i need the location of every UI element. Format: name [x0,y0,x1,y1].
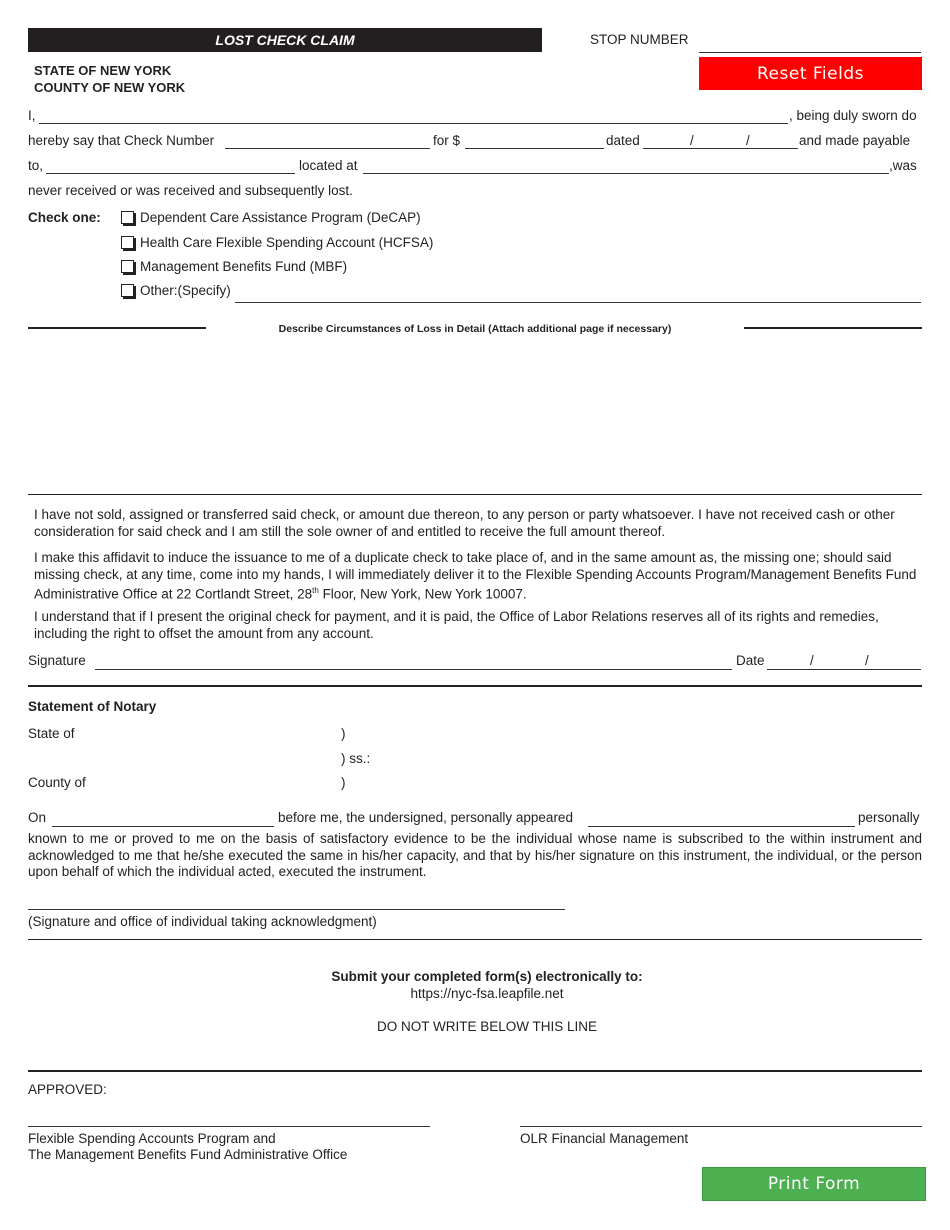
option-other: Other:(Specify) [140,283,231,298]
notary-signature-field[interactable] [28,909,565,910]
hereby-text: hereby say that Check Number [28,133,215,148]
affidavit-paragraph-1: I have not sold, assigned or transferred said check, or amount due thereon, to any person or party whatsoever. I have not received cash or other consideration for said check and I am still the sole owner of and entitled to receive the full amount thereof. [34,507,895,539]
checkbox-decap[interactable] [121,211,134,224]
approval-right-line[interactable] [520,1126,922,1127]
divider-right [744,327,922,329]
to-label: to, [28,158,44,173]
payee-field[interactable] [46,173,295,174]
reset-fields-button[interactable]: Reset Fields [699,57,922,90]
before-me-text: before me, the undersigned, personally appeared [278,810,573,825]
notary-ss: ) ss.: [341,751,371,766]
option-mbf: Management Benefits Fund (MBF) [140,259,348,274]
dated-field[interactable] [643,148,798,149]
date-slash-2: / [746,133,750,148]
for-label: for $ [433,133,461,148]
never-received-text: never received or was received and subsequently lost. [28,183,353,198]
approval-left-line2: The Management Benefits Fund Administrative Office [28,1147,348,1162]
date-slash-1: / [690,133,694,148]
checkbox-mbf[interactable] [121,260,134,273]
county-heading: COUNTY OF NEW YORK [34,80,186,95]
signature-field[interactable] [95,669,732,670]
circumstances-textarea[interactable] [28,334,922,492]
notary-sig-caption: (Signature and office of individual taking acknowledgment) [28,914,377,929]
approval-left-line[interactable] [28,1126,430,1127]
option-decap: Dependent Care Assistance Program (DeCAP) [140,210,421,225]
payable-text: and made payable [799,133,911,148]
print-form-button[interactable]: Print Form [702,1167,926,1201]
submit-heading: Submit your completed form(s) electronically to: [331,969,643,984]
submit-divider [28,939,922,940]
i-label: I, [28,108,36,123]
state-heading: STATE OF NEW YORK [34,63,172,78]
stop-number-label: STOP NUMBER [590,32,689,47]
circumstances-label: Describe Circumstances of Loss in Detail (Attach additional page if necessary) [278,323,672,335]
sworn-text: , being duly sworn do [789,108,917,123]
on-label: On [28,810,47,825]
affidavit-paragraph-2 [34,550,922,603]
approval-left-line1: Flexible Spending Accounts Program and [28,1131,276,1146]
form-title: LOST CHECK CLAIM [215,32,355,48]
checkbox-other[interactable] [121,284,134,297]
notary-paren-2: ) [341,775,346,790]
circumstances-bottom-line [28,494,922,495]
approval-right-label: OLR Financial Management [520,1131,689,1146]
checkbox-hcfsa[interactable] [121,236,134,249]
sig-date-slash-2: / [865,653,869,668]
approval-divider [28,1070,922,1072]
check-one-label: Check one: [28,210,101,225]
notary-title: Statement of Notary [28,699,157,714]
affidavit-paragraph-3: I understand that if I present the original check for payment, and it is paid, the Office of Labor Relations reserves all of its rights and remedies, including the right to offset the amount from any account. [34,609,879,641]
address-field[interactable] [363,173,889,174]
approved-label: APPROVED: [28,1082,107,1097]
personally-text: personally [858,810,920,825]
do-not-write: DO NOT WRITE BELOW THIS LINE [376,1019,598,1034]
divider-left [28,327,206,329]
affidavit-p2-end: Floor, New York, New York 10007. [318,586,527,602]
notary-paren-1: ) [341,726,346,741]
stop-number-field[interactable] [699,52,921,53]
located-label: located at [299,158,358,173]
date-label: Date [736,653,765,668]
affidavit-p2-sup: th [312,586,319,595]
submit-url[interactable]: https://nyc-fsa.leapfile.net [410,986,564,1001]
notary-county-label: County of [28,775,86,790]
check-number-field[interactable] [225,148,430,149]
appeared-name-field[interactable] [588,826,855,827]
notary-date-field[interactable] [52,826,274,827]
amount-field[interactable] [465,148,604,149]
sig-date-slash-1: / [810,653,814,668]
signature-date-field[interactable] [767,669,921,670]
notary-divider [28,685,922,687]
option-hcfsa: Health Care Flexible Spending Account (HCFSA) [140,235,434,250]
name-field[interactable] [39,123,788,124]
affidavit-p2-text: I make this affidavit to induce the issuance to me of a duplicate check to take place of, and in the same amount as, the missing one; should said missing check, at any time, come into my hands, I will immediately deliver it to the Flexible Spending Accounts Program/Management Benefits Fund Administrative Office at 22 Cortlandt Street, 28 [34,550,917,602]
was-label: ,was [889,158,917,173]
notary-state-label: State of [28,726,75,741]
signature-label: Signature [28,653,86,668]
dated-label: dated [606,133,640,148]
other-specify-field[interactable] [235,302,921,303]
notary-body: known to me or proved to me on the basis of satisfactory evidence to be the individual whose name is subscribed to the within instrument and acknowledged to me that he/she executed the same in his/her capacity, and that by his/her signature on this instrument, the individual, or the person upon behalf of which the individual acted, executed the instrument. [28,831,922,879]
